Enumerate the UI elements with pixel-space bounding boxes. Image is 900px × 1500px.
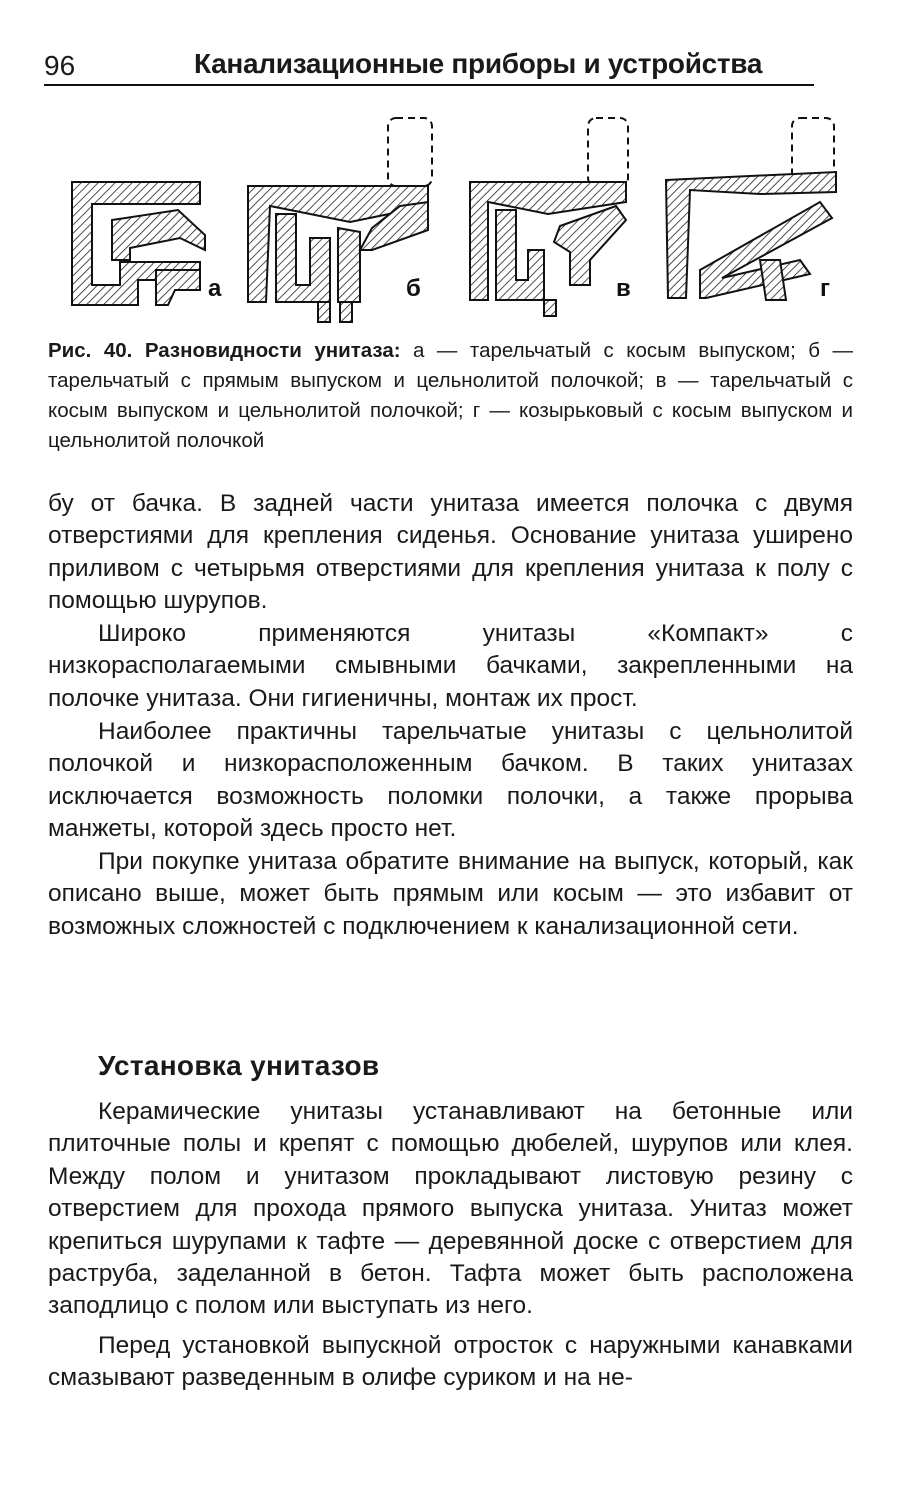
toilet-cross-sections — [60, 110, 850, 330]
toilet-types-figure — [60, 110, 850, 330]
figure-letter-v: в — [616, 275, 631, 302]
paragraph-3: Наиболее практичны тарельчатые унитазы с цельнолитой полочкой и низкорасположенным бачком. В таких унитазах исключается возможность поломки полочки, а также прорыва манжеты, которой здесь просто нет. — [48, 718, 853, 843]
paragraph-2: Широко применяются унитазы «Компакт» с низкорасполагаемыми смывными бачками, закрепленными на полочке унитаза. Они гигиеничны, монтаж их прост. — [48, 620, 853, 712]
figure-letter-a: а — [208, 275, 222, 302]
figure-letter-g: г — [820, 275, 830, 302]
toilet-section-g — [666, 118, 836, 300]
page-header — [44, 44, 814, 86]
page-number: 96 — [44, 50, 76, 81]
caption-label: Рис. 40. Разновидности унитаза: — [48, 339, 401, 362]
caption-text: а — тарельчатый с косым выпуском; б — тарельчатый с прямым выпуском и цельнолитой полочкой; в — тарельчатый с косым выпуском и цельнолитой полочкой; г — козырьковый с косым выпуском и цельнолитой полочкой — [48, 339, 853, 452]
section-paragraph-2: Перед установкой выпускной отросток с наружными канавками смазывают разведенным в олифе суриком и на не- — [48, 1332, 853, 1392]
paragraph-4: При покупке унитаза обратите внимание на выпуск, который, как описано выше, может быть прямым или косым — это избавит от возможных сложностей с подключением к канализационной сети. — [48, 848, 853, 940]
toilet-section-b — [248, 118, 432, 322]
section-heading: Установка унитазов — [98, 1050, 380, 1081]
figure-letter-b: б — [406, 275, 421, 302]
figure-caption — [48, 336, 853, 456]
toilet-section-v — [470, 118, 628, 316]
section-paragraph-1: Керамические унитазы устанавливают на бетонные или плиточные полы и крепят с помощью дюбелей, шурупов или клея. Между полом и унитазом прокладывают листовую резину с отверстием для прохода прямого выпуска унитаза. Унитаз может крепиться шурупами к тафте — деревянной доске с отверстием для раструба, заделанной в бетон. Тафта может быть расположена заподлицо с полом или выступать из него. — [48, 1098, 853, 1320]
paragraph-1: бу от бачка. В задней части унитаза имеется полочка с двумя отверстиями для крепления сиденья. Основание унитаза уширено приливом с четырьмя отверстиями для крепления унитаза к полу с помощью шурупов. — [48, 490, 853, 615]
toilet-section-a — [72, 182, 205, 305]
running-title: Канализационные приборы и устройства — [194, 48, 763, 79]
